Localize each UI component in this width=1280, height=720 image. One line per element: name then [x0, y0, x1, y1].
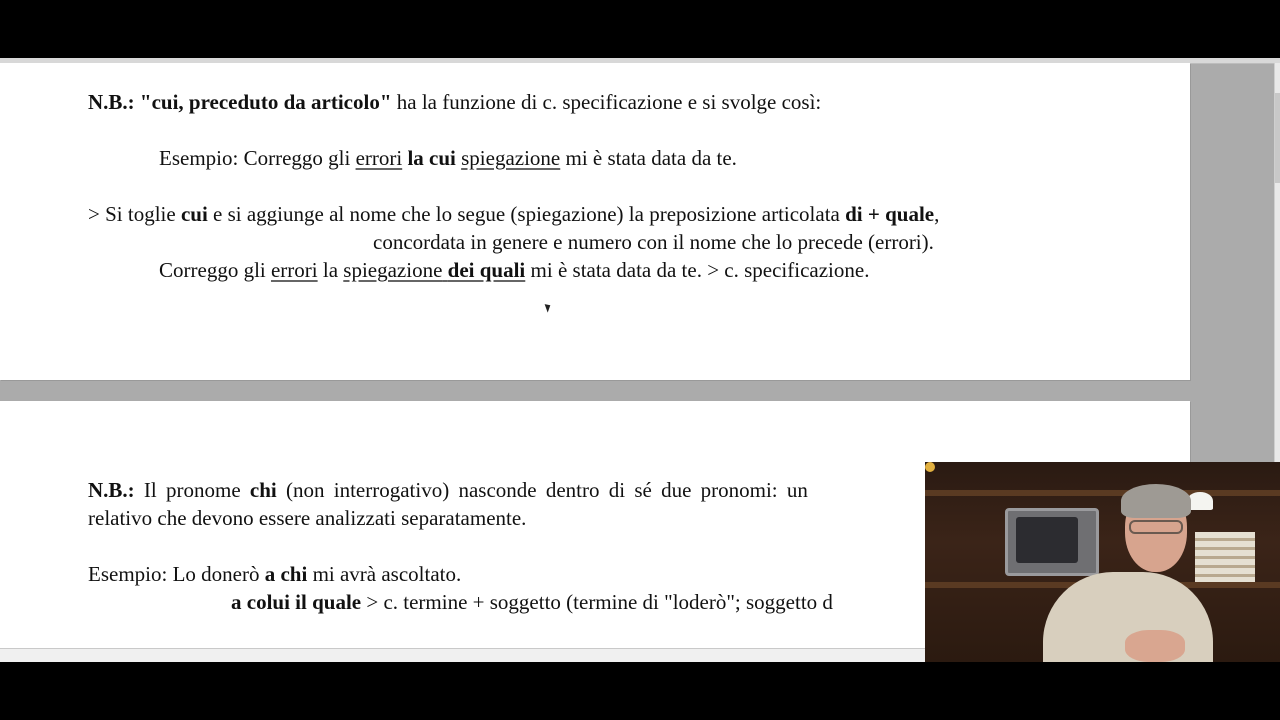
- example-2-underlined: [343, 258, 525, 282]
- rule-start: Si toglie: [99, 202, 181, 226]
- example-3: [88, 561, 461, 587]
- rule-di-quale: di + quale: [845, 202, 935, 226]
- television-icon: [1005, 508, 1099, 576]
- ornament-icon: [925, 462, 935, 472]
- example-3-a-chi: a chi: [264, 562, 308, 586]
- analysis-a-colui: a colui il quale: [231, 590, 362, 614]
- letterbox-top: [0, 0, 1280, 58]
- example-1-suffix: mi è stata data da te.: [560, 146, 737, 170]
- books-stack: [1195, 532, 1255, 582]
- nb2-text1: Il pronome: [134, 478, 250, 502]
- nb2-chi: chi: [249, 478, 277, 502]
- example-2-dei-quali: dei quali: [447, 258, 526, 282]
- nb-chi-line-2: relativo che devono essere analizzati separatamente.: [88, 506, 527, 530]
- presenter-hands: [1125, 630, 1185, 662]
- rule-cui: cui: [180, 202, 208, 226]
- example-2-prefix: Correggo gli: [159, 258, 271, 282]
- example-3-prefix: Esempio: Lo donerò: [88, 562, 265, 586]
- example-2-la: la: [317, 258, 344, 282]
- rule-comma: ,: [934, 202, 940, 226]
- rule-arrow: >: [88, 202, 100, 226]
- example-1-la-cui: la cui: [407, 146, 456, 170]
- example-1-errori: errori: [355, 146, 403, 170]
- example-1-prefix: Esempio: Correggo gli: [159, 146, 356, 170]
- analysis-rest: > c. termine + soggetto (termine di "loderò"; soggetto d: [361, 590, 833, 614]
- presenter-hair: [1121, 484, 1191, 518]
- nb-rest: ha la funzione di c. specificazione e si svolge così:: [391, 90, 822, 114]
- nb-chi-paragraph: [88, 477, 808, 503]
- glasses-icon: [1129, 520, 1183, 534]
- bookshelf: [925, 490, 1280, 496]
- analysis-line: [231, 589, 833, 615]
- mouse-pointer-icon: [545, 302, 553, 312]
- document-page-1[interactable]: [0, 63, 1190, 380]
- rule-middle: e si aggiunge al nome che lo segue (spiegazione) la preposizione articolata: [207, 202, 846, 226]
- example-2: [159, 257, 869, 283]
- rule-line-2: concordata in genere e numero con il nome che lo precede (errori).: [373, 230, 934, 254]
- example-2-errori: errori: [270, 258, 318, 282]
- rule-line-1: [88, 201, 939, 227]
- television-screen: [1016, 517, 1078, 563]
- webcam-overlay: [925, 462, 1280, 662]
- letterbox-bottom: [0, 662, 1280, 720]
- example-1: [159, 145, 737, 171]
- example-3-suffix: mi avrà ascoltato.: [307, 562, 462, 586]
- example-2-spiegazione: spiegazione: [343, 258, 443, 282]
- nb2-text2: (non interrogativo) nasconde dentro di sé due pronomi: un: [276, 478, 808, 502]
- horizontal-scrollbar[interactable]: [0, 648, 930, 662]
- nb-label: N.B.:: [88, 90, 135, 114]
- nb-quote: "cui, preceduto da articolo": [139, 90, 392, 114]
- example-2-suffix: mi è stata data da te. > c. specificazione.: [525, 258, 870, 282]
- nb-cui-paragraph: [88, 89, 821, 115]
- example-1-spiegazione: spiegazione: [461, 146, 561, 170]
- nb2-label: N.B.:: [88, 478, 135, 502]
- scrollbar-thumb[interactable]: [1275, 93, 1280, 183]
